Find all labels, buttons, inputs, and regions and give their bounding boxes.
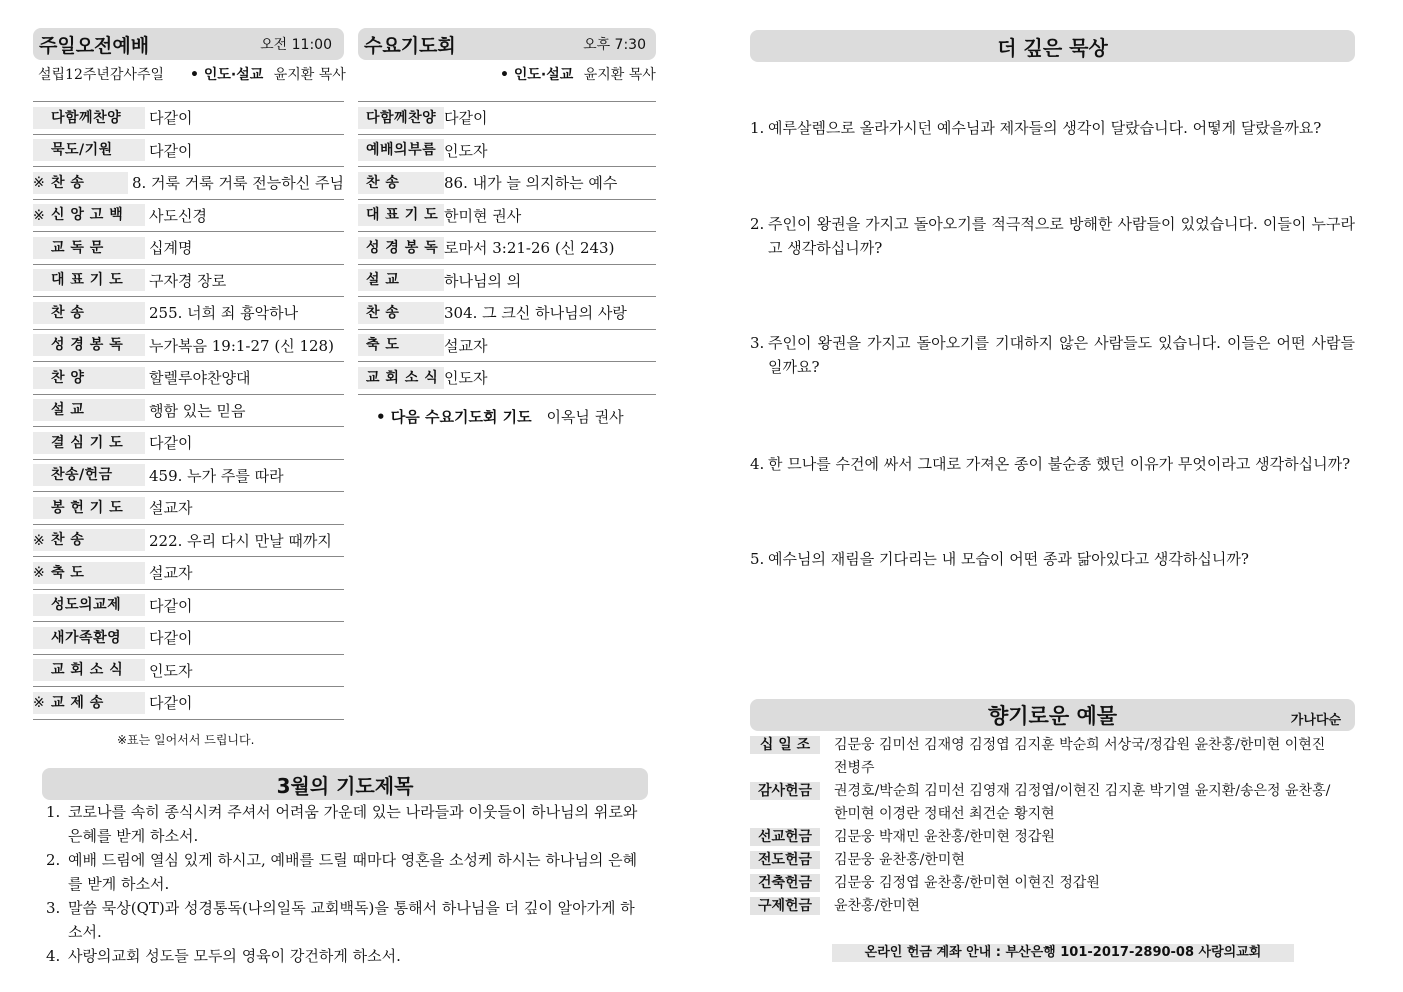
question-text: 예수님의 재림을 기다리는 내 모습이 어떤 종과 닮아있다고 생각하십니까? bbox=[768, 550, 1249, 568]
order-row bbox=[358, 135, 656, 168]
wednesday-service-header bbox=[358, 28, 656, 60]
order-value: 설교자 bbox=[149, 499, 193, 518]
prayer-text: 말씀 묵상(QT)과 성경통독(나의일독 교회백독)을 통해서 하나님을 더 깊이 알아가게 하소서. bbox=[68, 899, 635, 941]
question-number: 2. bbox=[750, 215, 765, 233]
meditation-title: 더 깊은 묵상 bbox=[997, 35, 1108, 60]
offering-label: 건축헌금 bbox=[750, 874, 820, 892]
order-value: 다같이 bbox=[444, 109, 488, 128]
order-row bbox=[33, 167, 344, 200]
order-label: 봉 헌 기 도 bbox=[33, 497, 145, 519]
order-value: 누가복음 19:1-27 (신 128) bbox=[149, 336, 334, 355]
offering-row bbox=[750, 734, 1355, 780]
prayer-number: 2. bbox=[46, 851, 61, 869]
order-label: 찬 송 bbox=[33, 172, 128, 194]
offering-names: 김문웅 김정엽 윤찬홍/한미현 이현진 정갑원 bbox=[834, 875, 1100, 891]
offering-row bbox=[750, 849, 1355, 872]
order-label: 찬송/헌금 bbox=[33, 464, 145, 486]
order-value: 구자경 장로 bbox=[149, 271, 227, 290]
order-row bbox=[33, 655, 344, 688]
order-label: 묵도/기원 bbox=[33, 139, 145, 161]
prayer-number: 1. bbox=[46, 803, 61, 821]
prayer-number: 3. bbox=[46, 899, 61, 917]
order-row bbox=[358, 232, 656, 265]
order-label: 찬 송 bbox=[33, 302, 145, 324]
prayer-number: 4. bbox=[46, 947, 61, 965]
order-label: 찬 송 bbox=[33, 529, 145, 551]
order-value: 십계명 bbox=[149, 239, 193, 258]
meditation-header bbox=[750, 30, 1355, 62]
order-value: 하나님의 의 bbox=[444, 271, 522, 290]
order-value: 304. 그 크신 하나님의 사랑 bbox=[444, 304, 627, 323]
order-row bbox=[33, 200, 344, 233]
order-value: 할렐루야찬양대 bbox=[149, 369, 251, 388]
order-label: 설 교 bbox=[358, 269, 444, 291]
order-row bbox=[33, 395, 344, 428]
order-label: 결 심 기 도 bbox=[33, 432, 145, 454]
prayer-text: 코로나를 속히 종식시켜 주셔서 어려움 가운데 있는 나라들과 이웃들이 하나님의 위로와 은혜를 받게 하소서. bbox=[68, 803, 638, 845]
order-value: 행함 있는 믿음 bbox=[149, 401, 246, 420]
order-value: 설교자 bbox=[444, 336, 488, 355]
sunday-service-time: 오전 11:00 bbox=[260, 37, 332, 53]
sunday-occasion: 설립12주년감사주일 bbox=[38, 67, 165, 83]
order-value: 설교자 bbox=[149, 564, 193, 583]
wednesday-leader: • 인도·설교 윤지환 목사 bbox=[500, 67, 656, 83]
wednesday-order-of-worship bbox=[358, 101, 656, 395]
offering-names: 김문웅 박재민 윤찬홍/한미현 정갑원 bbox=[834, 829, 1055, 845]
sunday-order-of-worship bbox=[33, 101, 344, 720]
order-label: 찬 양 bbox=[33, 367, 145, 389]
order-row bbox=[33, 492, 344, 525]
order-value: 인도자 bbox=[149, 661, 193, 680]
order-row bbox=[358, 102, 656, 135]
order-row bbox=[33, 557, 344, 590]
prayer-item bbox=[46, 848, 640, 896]
order-row bbox=[33, 362, 344, 395]
meditation-question bbox=[750, 116, 1355, 140]
order-row bbox=[33, 525, 344, 558]
prayer-text: 예배 드림에 열심 있게 하시고, 예배를 드릴 때마다 영혼을 소성케 하시는 하나님의 은혜를 받게 하소서. bbox=[68, 851, 638, 893]
order-label: 교 회 소 식 bbox=[358, 367, 444, 389]
question-text: 한 므나를 수건에 싸서 그대로 가져온 종이 불순종 했던 이유가 무엇이라고 생각하십니까? bbox=[768, 455, 1351, 473]
order-value: 8. 거룩 거룩 거룩 전능하신 주님 bbox=[131, 174, 344, 193]
order-label: 새가족환영 bbox=[33, 627, 145, 649]
order-label: 찬 송 bbox=[358, 302, 444, 324]
order-row bbox=[358, 167, 656, 200]
standing-mark: ※ bbox=[33, 565, 45, 581]
order-label: 성 경 봉 독 bbox=[33, 334, 145, 356]
order-label: 다함께찬양 bbox=[33, 107, 145, 129]
offering-label: 십 일 조 bbox=[750, 736, 820, 754]
order-row bbox=[358, 200, 656, 233]
order-value: 다같이 bbox=[149, 694, 193, 713]
order-row bbox=[33, 427, 344, 460]
order-label: 대 표 기 도 bbox=[358, 204, 444, 226]
standing-mark: ※ bbox=[33, 695, 45, 711]
order-label: 설 교 bbox=[33, 399, 145, 421]
order-row bbox=[33, 135, 344, 168]
order-label: 성도의교제 bbox=[33, 594, 145, 616]
order-label: 찬 송 bbox=[358, 172, 444, 194]
offering-names: 김문웅 김미선 김재영 김정엽 김지훈 박순희 서상국/정갑원 윤찬홍/한미현 이현진 전병주 bbox=[834, 737, 1326, 776]
order-row bbox=[33, 265, 344, 298]
offering-header bbox=[750, 699, 1355, 731]
standing-mark: ※ bbox=[33, 532, 45, 549]
standing-note: ※표는 일어서서 드립니다. bbox=[117, 733, 255, 747]
order-label: 축 도 bbox=[358, 334, 444, 356]
order-value: 222. 우리 다시 만날 때까지 bbox=[149, 531, 332, 550]
meditation-question bbox=[750, 452, 1355, 476]
offering-label: 구제헌금 bbox=[750, 897, 820, 915]
offering-list bbox=[750, 734, 1355, 918]
wednesday-service-time: 오후 7:30 bbox=[583, 37, 646, 53]
standing-mark: ※ bbox=[33, 207, 45, 224]
question-number: 1. bbox=[750, 119, 765, 137]
order-row bbox=[33, 297, 344, 330]
question-number: 3. bbox=[750, 334, 765, 352]
question-text: 예루살렘으로 올라가시던 예수님과 제자들의 생각이 달랐습니다. 어떻게 달랐을까요? bbox=[768, 119, 1322, 137]
prayer-topics-title: 3월의 기도제목 bbox=[276, 773, 414, 798]
sunday-service-header bbox=[33, 28, 344, 60]
order-label: 성 경 봉 독 bbox=[358, 237, 444, 259]
offering-row bbox=[750, 826, 1355, 849]
order-value: 255. 너희 죄 흉악하나 bbox=[149, 304, 299, 323]
sunday-leader: • 인도·설교 윤지환 목사 bbox=[190, 67, 346, 83]
offering-names: 김문웅 윤찬홍/한미현 bbox=[834, 852, 965, 868]
question-number: 4. bbox=[750, 455, 765, 473]
order-value: 다같이 bbox=[149, 434, 193, 453]
offering-label: 감사헌금 bbox=[750, 782, 820, 800]
order-value: 인도자 bbox=[444, 141, 488, 160]
offering-row bbox=[750, 895, 1355, 918]
order-row bbox=[33, 622, 344, 655]
next-wednesday-prayer: • 다음 수요기도회 기도 이옥님 권사 bbox=[376, 408, 624, 426]
order-row bbox=[358, 297, 656, 330]
order-row bbox=[358, 362, 656, 395]
offering-row bbox=[750, 780, 1355, 826]
question-text: 주인이 왕권을 가지고 돌아오기를 적극적으로 방해한 사람들이 있었습니다. 이들이 누구라고 생각하십니까? bbox=[768, 215, 1355, 257]
prayer-item bbox=[46, 800, 640, 848]
meditation-question bbox=[750, 547, 1355, 571]
order-row bbox=[33, 330, 344, 363]
online-offering-account: 온라인 헌금 계좌 안내 : 부산은행 101-2017-2890-08 사랑의교회 bbox=[832, 944, 1294, 962]
order-row bbox=[358, 330, 656, 363]
offering-label: 전도헌금 bbox=[750, 851, 820, 869]
order-value: 다같이 bbox=[149, 141, 193, 160]
order-value: 로마서 3:21-26 (신 243) bbox=[444, 239, 615, 258]
order-value: 다같이 bbox=[149, 629, 193, 648]
standing-mark: ※ bbox=[33, 175, 45, 191]
offering-order-note: 가나다순 bbox=[1290, 713, 1341, 728]
offering-names: 권경호/박순희 김미선 김영재 김정엽/이현진 김지훈 박기열 윤지환/송은정 윤찬홍/한미현 이경란 정태선 최건순 황지현 bbox=[834, 783, 1331, 822]
offering-row bbox=[750, 872, 1355, 895]
order-value: 다같이 bbox=[149, 596, 193, 615]
order-label: 교 독 문 bbox=[33, 237, 145, 259]
order-label: 다함께찬양 bbox=[358, 107, 444, 129]
meditation-question bbox=[750, 331, 1355, 379]
offering-names: 윤찬홍/한미현 bbox=[834, 898, 920, 914]
order-value: 다같이 bbox=[149, 109, 193, 128]
order-label: 교 회 소 식 bbox=[33, 659, 145, 681]
prayer-topics-header bbox=[42, 768, 648, 800]
meditation-question bbox=[750, 212, 1355, 260]
order-row bbox=[33, 102, 344, 135]
question-number: 5. bbox=[750, 550, 765, 568]
order-value: 86. 내가 늘 의지하는 예수 bbox=[444, 174, 618, 193]
order-row bbox=[33, 590, 344, 623]
order-value: 사도신경 bbox=[149, 206, 207, 225]
order-label: 대 표 기 도 bbox=[33, 269, 145, 291]
offering-title: 향기로운 예물 bbox=[987, 704, 1118, 728]
prayer-item bbox=[46, 896, 640, 944]
order-row bbox=[33, 687, 344, 720]
order-row bbox=[358, 265, 656, 298]
offering-label: 선교헌금 bbox=[750, 828, 820, 846]
order-label: 축 도 bbox=[33, 562, 145, 584]
sunday-service-title: 주일오전예배 bbox=[39, 34, 150, 57]
order-row bbox=[33, 232, 344, 265]
order-row bbox=[33, 460, 344, 493]
prayer-item bbox=[46, 944, 640, 968]
order-label: 신 앙 고 백 bbox=[33, 204, 145, 226]
order-label: 교 제 송 bbox=[33, 692, 145, 714]
order-label: 예배의부름 bbox=[358, 139, 444, 161]
order-value: 459. 누가 주를 따라 bbox=[149, 466, 284, 485]
prayer-text: 사랑의교회 성도들 모두의 영육이 강건하게 하소서. bbox=[68, 947, 401, 965]
order-value: 인도자 bbox=[444, 369, 488, 388]
wednesday-service-title: 수요기도회 bbox=[364, 34, 456, 57]
prayer-topics-list bbox=[46, 800, 640, 968]
order-value: 한미현 권사 bbox=[444, 206, 522, 225]
question-text: 주인이 왕권을 가지고 돌아오기를 기대하지 않은 사람들도 있습니다. 이들은 어떤 사람들일까요? bbox=[768, 334, 1355, 376]
